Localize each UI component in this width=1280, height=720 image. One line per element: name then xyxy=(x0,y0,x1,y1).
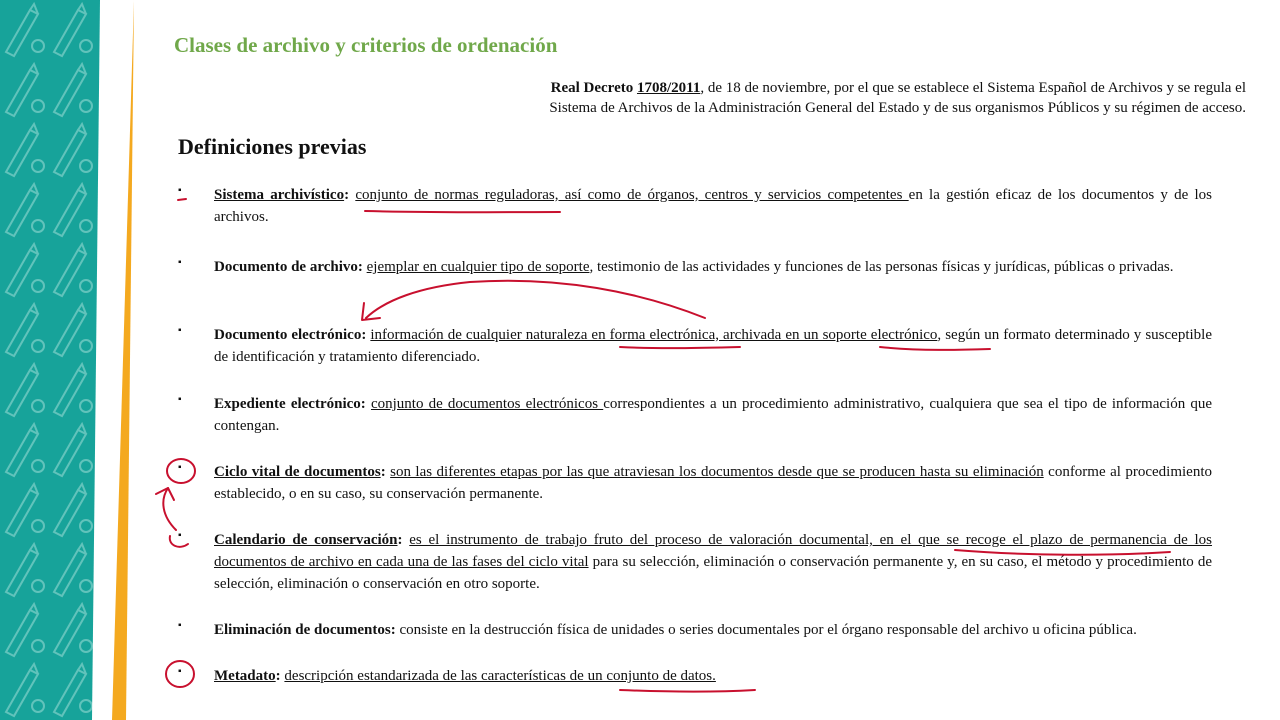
definition-term: Sistema archivístico xyxy=(214,187,345,203)
definition-colon: : xyxy=(360,396,366,412)
definition-documento-electronico xyxy=(178,324,1212,368)
ink-arrow-ciclo xyxy=(163,488,176,530)
bullet-icon: ▪ xyxy=(178,620,182,631)
ink-arrow-ciclo-head xyxy=(156,488,174,500)
definition-rest: correspondientes a un procedimiento administrativo, cualquiera que sea el tipo de información que contengan. xyxy=(214,396,1213,434)
definition-underlined: descripción estandarizada de las características de un conjunto de datos. xyxy=(284,668,716,684)
definition-documento-archivo xyxy=(178,256,1212,278)
definition-colon: : xyxy=(380,464,386,480)
definition-term: Documento de archivo xyxy=(214,259,358,275)
definition-rest: conforme al procedimiento establecido, o en su caso, su conservación permanente. xyxy=(214,464,1212,502)
definition-sistema-archivistico xyxy=(178,184,1212,228)
definition-rest: para su selección, eliminación o conservación permanente y, en su caso, el método y procedimiento de selección, eliminación o conservación en otro soporte. xyxy=(214,554,1212,592)
bullet-icon: ▪ xyxy=(178,185,182,196)
definition-colon: : xyxy=(390,622,396,638)
bullet-icon: ▪ xyxy=(178,257,182,268)
definition-term: Calendario de conservación xyxy=(214,532,398,548)
definition-colon: : xyxy=(344,187,350,203)
decree-reference xyxy=(546,78,1246,118)
definition-underlined: son las diferentes etapas por las que atraviesan los documentos desde que se producen hasta su eliminación xyxy=(390,464,1044,480)
definition-eliminacion-documentos xyxy=(178,619,1212,641)
definition-term: Expediente electrónico xyxy=(214,396,361,412)
definition-colon: : xyxy=(275,668,281,684)
definition-ciclo-vital xyxy=(178,461,1212,505)
bullet-icon: ▪ xyxy=(178,530,182,541)
definition-rest: , según un formato determinado y susceptible de identificación y tratamiento diferenciado. xyxy=(214,327,1212,365)
bullet-icon: ▪ xyxy=(178,666,182,677)
definition-underlined: conjunto de normas reguladoras, así como de órganos, centros y servicios competentes xyxy=(355,187,909,203)
definition-rest: en la gestión eficaz de los documentos y de los archivos. xyxy=(214,187,1213,225)
definition-term: Documento electrónico xyxy=(214,327,362,343)
bullet-icon: ▪ xyxy=(178,394,182,405)
definition-term: Metadato xyxy=(214,668,276,684)
definition-expediente-electronico xyxy=(178,393,1212,437)
decree-text: , de 18 de noviembre, por el que se establece el Sistema Español de Archivos y se regula el Sistema de Archivos de la Administración General del Estado y de sus organismos Públicos y su régimen de acceso. xyxy=(549,80,1246,116)
ink-arrow-head xyxy=(362,303,380,320)
section-subtitle: Definiciones previas xyxy=(178,134,367,159)
slide-title: Clases de archivo y criterios de ordenación xyxy=(174,33,558,57)
definition-colon: : xyxy=(361,327,367,343)
bullet-icon: ▪ xyxy=(178,325,182,336)
definition-term: Eliminación de documentos xyxy=(214,622,391,638)
decree-label: Real Decreto xyxy=(550,80,634,96)
definition-rest: consiste en la destrucción física de unidades o series documentales por el órgano responsable del archivo u oficina pública. xyxy=(395,622,1137,638)
bullet-icon: ▪ xyxy=(178,462,182,473)
ink-underline-datos xyxy=(620,690,755,692)
definition-underlined: ejemplar en cualquier tipo de soporte xyxy=(366,259,590,275)
definition-calendario-conservacion xyxy=(178,529,1212,595)
definition-rest: , testimonio de las actividades y funciones de las personas físicas y jurídicas, públicas o privadas. xyxy=(589,259,1174,275)
definition-metadato xyxy=(178,665,1212,687)
definition-colon: : xyxy=(397,532,403,548)
decree-number: 1708/2011 xyxy=(636,80,701,96)
definition-underlined: es el instrumento de trabajo fruto del proceso de valoración documental, en el que se recoge el plazo de permanencia de los documentos de archivo en cada una de las fases del ciclo vital xyxy=(214,532,1213,570)
definition-underlined: información de cualquier naturaleza en forma electrónica, archivada en un soporte electrónico xyxy=(370,327,938,343)
ink-arrow-curve xyxy=(366,281,705,318)
side-decoration xyxy=(0,0,140,720)
definition-colon: : xyxy=(357,259,363,275)
definition-underlined: conjunto de documentos electrónicos xyxy=(370,396,604,412)
definition-term: Ciclo vital de documentos xyxy=(214,464,381,480)
